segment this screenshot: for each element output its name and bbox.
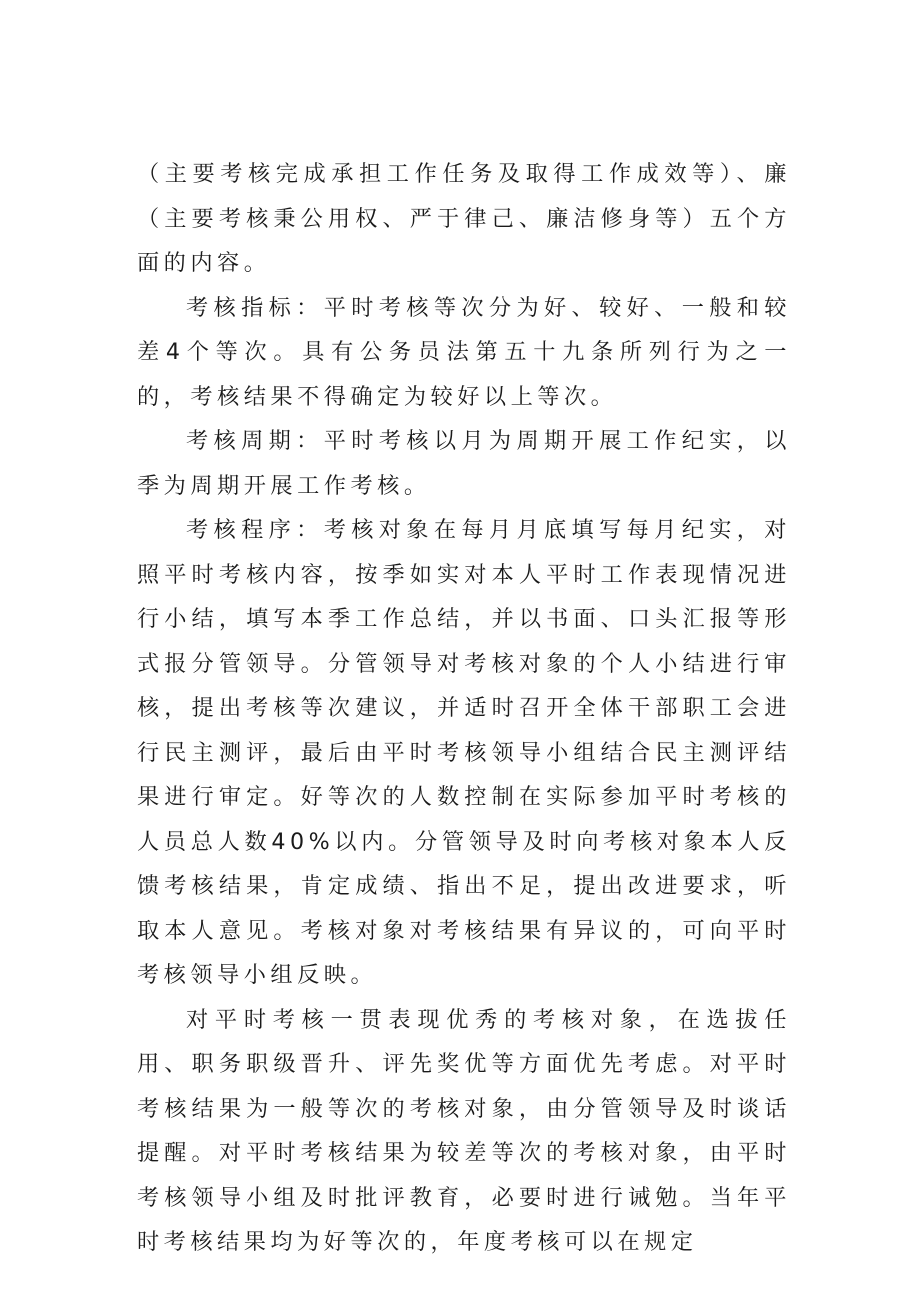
paragraph-assessment-indicators: 考核指标：平时考核等次分为好、较好、一般和较差4个等次。具有公务员法第五十九条所列行为之一的，考核结果不得确定为较好以上等次。 (137, 294, 791, 410)
paragraph-assessment-procedure: 考核程序：考核对象在每月月底填写每月纪实，对照平时考核内容，按季如实对本人平时工作表现情况进行小结，填写本季工作总结，并以书面、口头汇报等形式报分管领导。分管领导对考核对象的个人小结进行审核，提出考核等次建议，并适时召开全体干部职工会进行民主测评，最后由平时考核领导小组结合民主测评结果进行审定。好等次的人数控制在实际参加平时考核的人员总人数40%以内。分管领导及时向考核对象本人反馈考核结果，肯定成绩、指出不足，提出改进要求，听取本人意见。考核对象对考核结果有异议的，可向平时考核领导小组反映。 (137, 517, 791, 988)
paragraph-content-scope: （主要考核完成承担工作任务及取得工作成效等）、廉（主要考核秉公用权、严于律己、廉洁修身等）五个方面的内容。 (137, 161, 791, 276)
paragraph-assessment-cycle: 考核周期：平时考核以月为周期开展工作纪实，以季为周期开展工作考核。 (137, 428, 791, 499)
paragraph-result-application: 对平时考核一贯表现优秀的考核对象，在选拔任用、职务职级晋升、评先奖优等方面优先考虑。对平时考核结果为一般等次的考核对象，由分管领导及时谈话提醒。对平时考核结果为较差等次的考核对象，由平时考核领导小组及时批评教育，必要时进行诫勉。当年平时考核结果均为好等次的，年度考核可以在规定 (137, 1006, 791, 1255)
document-body (137, 152, 791, 1265)
